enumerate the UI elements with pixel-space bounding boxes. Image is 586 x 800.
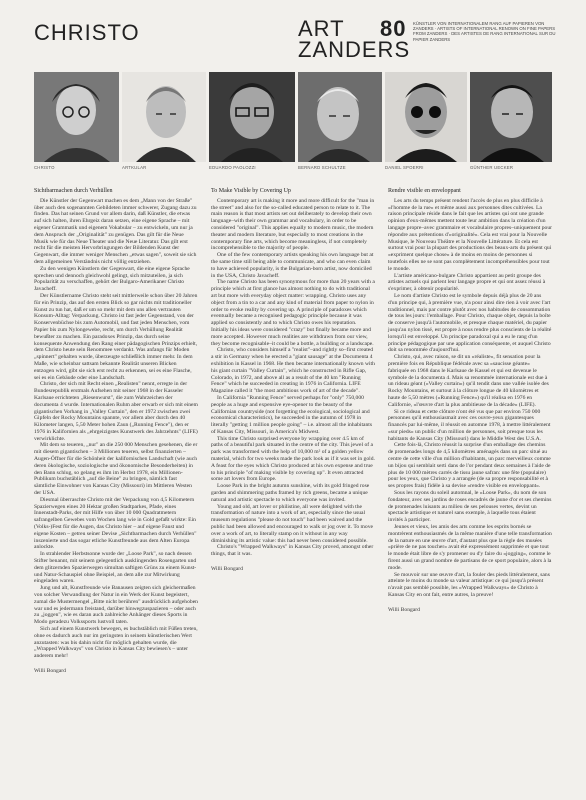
portrait-photo-icon (34, 72, 119, 162)
brand-line-1: ART (298, 16, 345, 41)
portrait-caption: ARTKULAR (122, 165, 147, 170)
paragraph: Jung und alt, Kunstfreunde wie Banausen zeigten sich gleichermaßen von solcher Verwandlung der Natur in ein Werk der Kunst begeistert, zumal die Mustermengel „Bitte nicht berühren" ausdrücklich aufgehoben war und es jedermann freistand, darüber hinwegzuspazieren – oder auch zu „joggen", wie es daran auch zahlreiche Anhänger dieses Sports in Modo geradezu Volkssports lustvoll taten. (34, 585, 198, 626)
portrait-photo-icon (122, 72, 206, 162)
brand-number: 80 (380, 16, 407, 41)
portrait-captions (34, 165, 552, 175)
page-title: CHRISTO (34, 20, 140, 45)
paragraph: Le nom d'artiste Christo est le symbole depuis déjà plus de 20 ans d'un principe qui, à première vue, n'a pour ainsi dire rien à voir avec l'art traditionnel, mais par contre plutôt avec nos habitudes de consommation de tous les jours: l'emballage. Pour Christo, chaque objet, depuis la boîte de conserve jusqu'à l'automobile, et presque chaque matériel, du papier jusqu'au nylon tissé, est propre à nous rendre plus conscients de la réalité lorsqu'il est enveloppé. Un principe paradoxal qui a eu le rang d'un principe pédagogique par une application conséquente, et auquel Christo doit sa renommée d'aujourd'hui. (388, 292, 552, 354)
paragraph: Die Künstler der Gegenwart machen es dem „Mann von der Straße" über auch den sogenannten Gebildeten immer schwerer, Zugang dazu zu finden. Das hat seinen Grund vor allem darin, daß Künstler, die etwas auf sich halten, ihren Ehrgeiz daran setzen, eine eigene Sprache – mit eigener Grammatik und eigenem Vokabular – zu entwickeln, um nur ja dem Anspruch der „Originalität" zu genügen. Das gilt für die Neue Musik wie für das Neue Theater und die Neue Literatur. Das gilt erst recht für die meisten Hervorbringungen der Bildenden Kunst der Gegenwart, die immer weniger Menschen „etwas sagen", soweit sie sich dem allgemeinen Verständnis nicht völlig entziehen. (34, 197, 197, 265)
paragraph: This time Christo surprised everyone by wrapping over 4.5 km of paths of a beautiful park situated in the centre of the city. This jewel of a park was transformed with the help of 10,000 m² of a golden yellow material, which for two weeks made the park look as if it was set in gold. A feast for the eyes which Christo produced at his own expense and true to his principle "of making visible by covering up". It even attracted some art lovers from Europe. (211, 435, 375, 483)
french-column-title: Rendre visible en enveloppant (388, 188, 461, 194)
paragraph: Young and old, art lover or philistine, all were delighted with the transformation of nature into a work of art, especially since the usual museum regulations "please do not touch" had been waived and the public had been allowed and encouraged to walk or jog over it. To move over a work of art, to literally stamp on it without in any way diminishing its artistic value: this had never been considered possible. (211, 503, 373, 544)
portrait-caption: EDUARDO PAOLOZZI (209, 165, 256, 170)
paragraph: Der Künstlername Christo steht seit mittlerweile schon über 20 Jahren für ein Prinzip, das auf den ersten Blick so gar nichts mit traditioneller Kunst zu tun hat, daß er um so mehr mit dem uns allen vertrauten Konsum-Alltag: Verpackung. Christo ist fast jeder Gegenstand, von der Konservenbüchse bis zum Automobil, und fast jeden Menschen, vom Papier bis zum Nylongewebe, recht, um durch Verhüllung Realität bewußter zu machen. Ein paradoxes Prinzip, das durch seine konsequente Anwendung den Rang einer pädagogischen Prinzips erhielt, dem Christo heute sein Renommee verdankt. Was anfangs für Moden „spinnert" gehalten wurde, überzeugte schließlich immer mehr. In dem Maße, wie scheinbar sattsam bekannte Realität unseren Blicken entzogen wird, gibt sie sich erst recht zu erkennen, sei es eine Flasche, sei es ein Gebäude oder eine Landschaft. (34, 292, 198, 381)
paragraph: Christo, qui, avec raison, se dit un «réaliste», fit sensation pour la première fois en République fédérale avec sa «saucisse géante» fabriquée en 1968 dans le Karlsaue de Kassel et qui est devenue le symbole de la documenta 4. Mais sa renommée internationale est due à un rideau géant («Valley curtain») qu'il tendit dans une vallée isolée des Rocky Mountains, et surtout à la clôture longue de 40 kilomètres et haute de 5,50 mètres («Running Fence») qu'il réalisa en 1976 en Californie, «l'œuvre d'art la plus ambitieuse de la décade» (LIFE). (388, 354, 549, 408)
portrait-strip (34, 72, 552, 162)
paragraph: Cette fois-là, Christo réussit la surprise d'un emballage des chemins de promenades longs de 4,5 kilomètres aménagés dans un parc situé au centre de cette ville d'un million d'habitants, un parc merveilleux comme un bijou qui semblait serti dans de l'or pendant deux semaines à l'aide de plus de 10 000 mètres carrés de tissu jaune safran: une fête (populaire) pour les yeux, que Christo y a arrangée (de sa propre responsabilité et à ses propres frais) fidèle à sa devise «rendre visible en enveloppant». (388, 442, 551, 490)
german-column (34, 188, 198, 675)
paragraph: Se mouvoir sur une œuvre d'art, la fouler des pieds littéralement, sans atteinte le moins du monde sa valeur artistique: ce qui jusqu'à présent n'avait pas semblé possible, les «Wrapped Walkways» de Christo à Kansas City en ont fait, entre autres, la preuve! (388, 571, 550, 599)
german-column-title: Sichtbarmachen durch Verhüllen (34, 188, 113, 194)
paragraph: Jeunes et vieux, les amis des arts comme les esprits bornés se montrèrent enthousiasmés de la même manière d'une telle transformation de la nature en une œuvre d'art, d'autant plus que la règle des musées «prière de ne pas toucher» avait été expressément supprimée et que tout le monde était libre de s'y promener ou d'y faire du «jogging», comme le firent aussi un grand nombre de partisans de ce sport populaire, alors à la mode. (388, 524, 552, 571)
portrait-photo-icon (209, 72, 295, 162)
portrait-caption: BERNARD SCHULTZE (298, 165, 346, 170)
art-zanders-logo (298, 18, 410, 60)
paragraph: Christo, der sich mit Recht einen „Realisten" nennt, erregte in der Bundesrepublik erstmals Aufsehen mit seiner 1968 in der Kasseler Karlsaue errichteten „Riesenwurst", die zum Wahrzeichen der documenta 4 wurde. Internationalen Ruhm aber erwarb er sich mit einem gigantischen Vorhang in „Valley Curtain", den er 1972 zwischen zwei Gipfeln der Rocky Mountains spannte, vor allem aber durch den 40 Kilometer langen, 5,50 Meter hohen Zaun („Running Fence"), den er 1976 in Kalifornien als „ehrgeizigstes Kunstwerk des Jahrzehnts" (LIFE) verwirklichte. (34, 381, 198, 442)
portrait-caption: DANIEL SPOERRI (385, 165, 424, 170)
paragraph: Sich auf einem Kunstwerk bewegen, es buchstäblich mit Füßen treten, ohne es dadurch auch nur im geringsten in seinem künstlerischen Wert anzutasten: was bis dahin nicht für möglich gehalten wurde, die „Wrapped Walkways" von Christo in Kansas City bewiesen's – unter anderem mehr! (34, 626, 198, 660)
brand-description: KÜNSTLER VON INTERNATIONALEM RANG AUF PAPIEREN VON ZANDERS · ARTISTS OF INTERNATIONAL RENOWN ON FINE PAPERS FROM ZANDERS · DES ARTISTES DE RANG INTERNATIONAL SUR DU PAPIER ZANDERS (413, 21, 556, 42)
paragraph: Mit dem so teueren, „nur" an die 250 000 Menschen gesehenen, die er mit diesem gigantischen – 3 Millionen teueren, selbst finanzierten – Augen-Öffner für die Schönheit der kalifornischen Landschaft (wie auch deren ökologische, soziologische und ökonomische Besonderheiten) in den Bann schlug, so gelang es ihm im Herbst 1978, ein Millionen-Publikum buchstäblich „auf die Beine" zu bringen, nämlich fast sämtliche Einwohner von Kansas City (Missouri) im Mittleren Westen der USA. (34, 442, 198, 497)
portrait-photo-icon (470, 72, 552, 162)
paragraph: One of the few contemporary artists speaking his own language but at the same time still being able to communicate, and who can even claim to have achieved popularity, is the Bulgarian-born artist, now domiciled in the USA, Christo Javacheff. (211, 252, 374, 279)
paragraph: Contemporary art is making it more and more difficult for the "man in the street" and also for the so-called educated person to relate to it. The main reason is that most artists set out deliberately to develop their own language–with their own grammar and vocabulary, in order to be considered "original". This applies equally to modern music, the modern theater and modern literature, but especially to most creations in the contemporary fine arts, which become meaningless, if not completely incomprehensible to the majority of people. (211, 197, 375, 252)
paragraph: The name Christo has been synonymous for more than 20 years with a principle which at first glance has almost nothing to do with traditional art but more with everyday object matter: wrapping. Christo uses any object from a tin to a car and any kind of material from paper to nylon in order to evoke reality by covering up. A principle of paradoxes which eventually became a recognised pedagogic principle because it was applied so consistently and to which Christo owes his reputation. Initially his ideas were considered "crazy" but finally became more and more accepted. However much realities are withdrawn from our view, they become recognisable–it could be a bottle, a building or a landscape. (211, 279, 375, 347)
paragraph: Christo, who considers himself a "realist"–and rightly so–first created a stir in Germany when he erected a "giant sausage" at the Documenta 4 exhibition in Kassel in 1968. He then became internationally known with his giant curtain "Valley Curtain", which he constructed in Rifle Gap, Colorado, in 1972, and above all as a result of the 40 km "Running Fence" which he succeeded in creating in 1976 in California. LIFE Magazine called it "the most ambitious work of art of the decade". (211, 347, 375, 395)
paragraph: Diesmal überraschte Christo mit der Verpackung von 4,5 Kilometern Spazierwegen eines 20 Hektar großen Stadtparkes, Pfade, eines Innenstadt-Parks, der mit Hilfe von über 10 000 Quadratmetern safrangelben Gewebes vom Wochen lang wie in Gold gefaßt wirkte: Ein (Volks-)Fest für die Augen, das Christo hier – auf eigene Faust und eigene Kosten – getreu seiner Devise „Sichtbarmachen durch Verhüllen" inszenierte und das sogar etliche Kunstfreunde aus dem Alten Europa anlockte. (34, 496, 197, 551)
paragraph: L'artiste américano-bulgare Christo appartient au petit groupe des artistes actuels qui parlent leur langage propre et qui ont assez réussi à s'exprimer, à obtenir popularité. (388, 272, 546, 293)
paragraph: Loose Park in the bright autumn sunshine, with its gold fringed rose garden and shimmering paths framed by rich greens, became a unique natural and artistic spectacle to which everyone was invited. (211, 483, 370, 503)
brand-line-2: ZANDERS (298, 37, 411, 62)
paragraph: In California "Running Fence" served perhaps for "only" 750,000 people as a huge and expensive eye-opener to the beauty of the Californian countryside (not forgetting the ecological, sociological and economical characteristics), he succeeded in the autumn of 1978 in literally "getting 1 million people going" – i.e. almost all the inhabitants of Kansas City, Missouri, in America's Midwest. (211, 394, 373, 435)
signature: Willi Bongard (34, 667, 66, 674)
portrait-caption: CHRISTO (34, 165, 55, 170)
signature: Willi Bongard (211, 566, 243, 573)
paragraph: Si ce rideau et cette clôture n'ont été vus que par environ 750 000 personnes qu'il enthousiasmait avec ces ouvre-yeux gigantesques financés par lui-même, il réussit en automne 1978, à mettre littéralement «sur pieds» un public d'un million de personnes, soit presque tous les habitants de Kansas City (Missouri) dans le Middle West des U.S.A. (388, 408, 551, 442)
paragraph: Les arts du temps présent rendent l'accès de plus en plus difficile à «l'homme de la rue» et même aussi aux personnes dites cultivées. La raison principale réside dans le fait que les artistes qui ont une grande opinion d'eux-mêmes mettent toute leur ambition dans la création d'un langage propre–avec grammaire et vocabulaire propres–uniquement pour répondre aux prétentions d'«originalité». Cela est vrai pour la Nouvelle Musique, le Nouveau Théâtre et la Nouvelle Littérature. Et cela est surtout vrai pour la plupart des productions des beaux-arts du présent qui «expriment quelque chose» à de moins en moins de personnes si toutefois elles ne se sont pas complètement incompréhensibles pour tout le monde. (388, 197, 553, 272)
english-column (211, 188, 375, 573)
portrait-photo-icon (298, 72, 382, 162)
english-column-title: To Make Visible by Covering Up (211, 188, 291, 194)
french-column (388, 188, 552, 614)
paragraph: Sous les rayons du soleil automnal, le «Loose Park», du nom de son fondateur, avec ses jardins de roses encadrés de jaune d'or et ses chemins de promenades luisants au milieu de ses pelouses vertes, devint un spectacle artistique et naturel sans exemple, à laquelle tous étaient invités à participer. (388, 490, 552, 524)
paragraph: In strahlender Herbstsonne wurde der „Loose Park", so nach dessen Stifter benannt, mit seinem gelegentlich ausklingenden Rosengarten und dem glitzernden Spazierwegen simultan saftigen Grüns zu einem Kunst- und Natur-Schauspiel ohne Beispiel, an dem alle zur Mitwirkung eingeladen waren. (34, 551, 197, 585)
signature: Willi Bongard (388, 606, 420, 613)
paragraph: Zu den wenigen Künstlern der Gegenwart, die eine eigene Sprache sprechen und dennoch gleichwohl gelingt, sich mitzuteilen, ja sich Popularität zu verschaffen, gehört der Bulgaro-Amerikaner Christo Javacheff. (34, 265, 190, 293)
portrait-photo-icon (385, 72, 467, 162)
portrait-caption: GÜNTHER UECKER (470, 165, 514, 170)
paragraph: Christo's "Wrapped Walkways" in Kansas City proved, amongst other things, that it was. (211, 544, 374, 558)
